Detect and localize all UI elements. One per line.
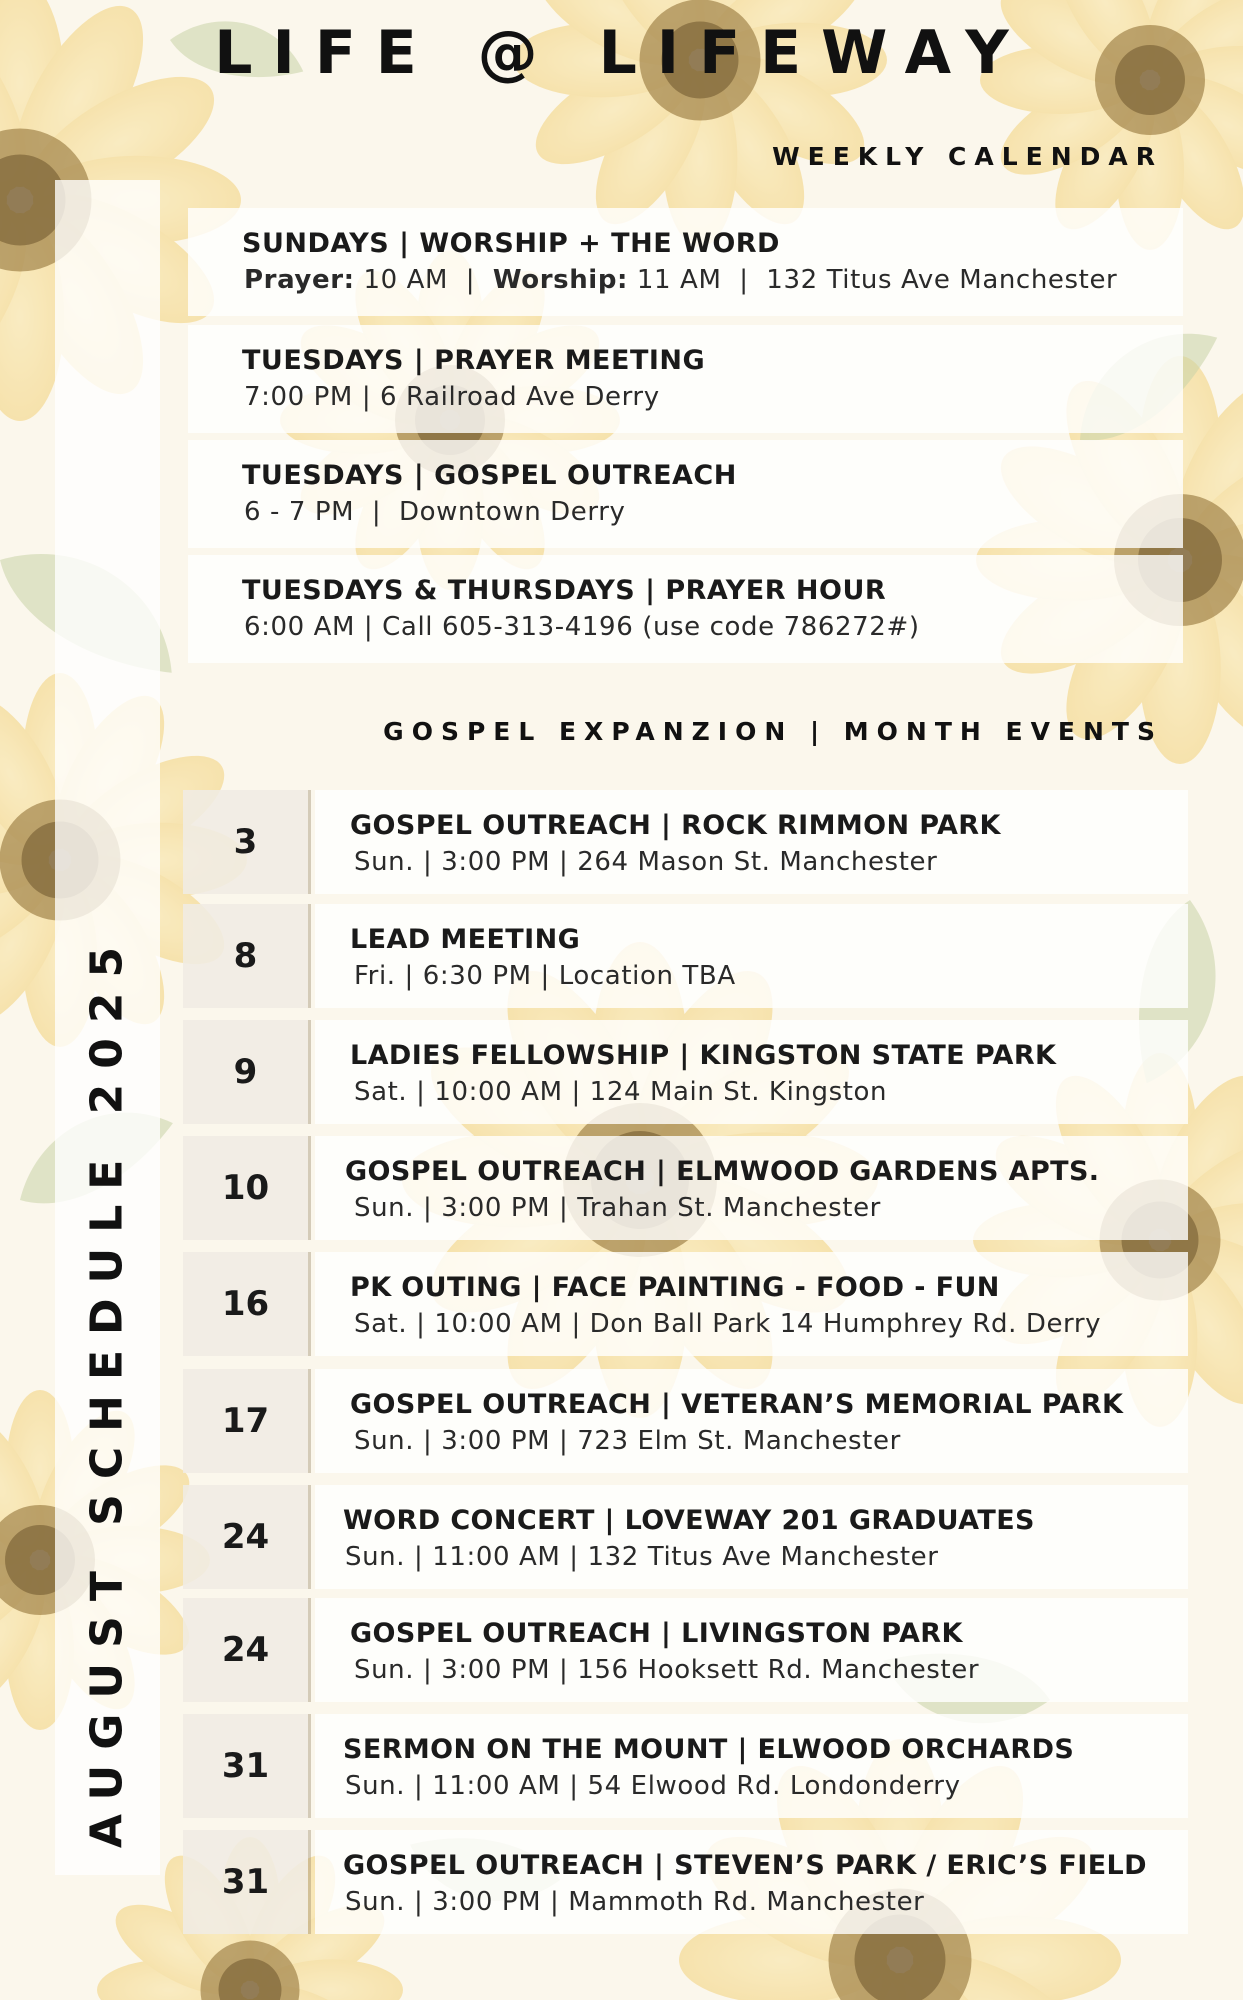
event-info	[315, 1252, 1188, 1356]
event-row	[183, 1136, 1188, 1244]
event-detail: Sat. | 10:00 AM | Don Ball Park 14 Humphrey Rd. Derry	[354, 1309, 1102, 1339]
weekly-item-detail: 6:00 AM | Call 605-313-4196 (use code 786272#)	[244, 612, 920, 642]
event-date: 17	[183, 1369, 308, 1473]
event-detail: Sun. | 3:00 PM | 156 Hooksett Rd. Manchester	[354, 1655, 980, 1685]
event-info	[315, 1020, 1188, 1124]
side-banner-text: AUGUST SCHEDULE 2025	[81, 931, 133, 1849]
event-date: 9	[183, 1020, 308, 1124]
event-detail: Sun. | 3:00 PM | Trahan St. Manchester	[354, 1193, 881, 1223]
weekly-item	[188, 555, 1183, 663]
event-title: GOSPEL OUTREACH | ROCK RIMMON PARK	[350, 810, 1001, 841]
event-title: GOSPEL OUTREACH | VETERAN’S MEMORIAL PARK	[350, 1389, 1124, 1420]
event-date: 10	[183, 1136, 308, 1240]
event-title: SERMON ON THE MOUNT | ELWOOD ORCHARDS	[343, 1734, 1075, 1765]
event-title: WORD CONCERT | LOVEWAY 201 GRADUATES	[343, 1505, 1035, 1536]
weekly-item-detail	[244, 265, 1117, 295]
event-date: 24	[183, 1485, 308, 1589]
event-info	[315, 1830, 1188, 1934]
prayer-label: Prayer:	[244, 265, 355, 295]
weekly-item-title: TUESDAYS | GOSPEL OUTREACH	[242, 460, 737, 491]
event-title: LEAD MEETING	[350, 924, 581, 955]
event-title: PK OUTING | FACE PAINTING - FOOD - FUN	[350, 1272, 1000, 1303]
weekly-calendar-heading: WEEKLY CALENDAR	[772, 142, 1163, 171]
weekly-item	[188, 440, 1183, 548]
event-date: 24	[183, 1598, 308, 1702]
event-info	[315, 1714, 1188, 1818]
weekly-item	[188, 325, 1183, 433]
weekly-item-title: TUESDAYS | PRAYER MEETING	[242, 345, 706, 376]
event-date: 3	[183, 790, 308, 894]
event-row	[183, 1598, 1188, 1706]
event-date: 16	[183, 1252, 308, 1356]
event-row	[183, 1714, 1188, 1822]
weekly-item-detail: 7:00 PM | 6 Railroad Ave Derry	[244, 382, 660, 412]
event-info	[315, 904, 1188, 1008]
event-info	[315, 790, 1188, 894]
weekly-item-title: SUNDAYS | WORSHIP + THE WORD	[242, 228, 780, 259]
prayer-time: 10 AM |	[354, 265, 493, 295]
event-title: GOSPEL OUTREACH | LIVINGSTON PARK	[350, 1618, 963, 1649]
event-row	[183, 1830, 1188, 1938]
event-info	[315, 1598, 1188, 1702]
event-detail: Fri. | 6:30 PM | Location TBA	[354, 961, 736, 991]
worship-label: Worship:	[492, 265, 629, 295]
weekly-item-detail: 6 - 7 PM | Downtown Derry	[244, 497, 626, 527]
event-detail: Sun. | 11:00 AM | 132 Titus Ave Manchester	[345, 1542, 939, 1572]
event-row	[183, 790, 1188, 898]
weekly-item-title: TUESDAYS & THURSDAYS | PRAYER HOUR	[242, 575, 887, 606]
event-title: GOSPEL OUTREACH | STEVEN’S PARK / ERIC’S FIELD	[343, 1850, 1147, 1881]
event-info	[315, 1369, 1188, 1473]
weekly-item	[188, 208, 1183, 316]
event-date: 31	[183, 1714, 308, 1818]
event-detail: Sun. | 3:00 PM | 264 Mason St. Manchester	[354, 847, 938, 877]
event-row	[183, 1485, 1188, 1593]
event-detail: Sun. | 3:00 PM | Mammoth Rd. Manchester	[345, 1887, 925, 1917]
event-title: LADIES FELLOWSHIP | KINGSTON STATE PARK	[350, 1040, 1057, 1071]
event-title: GOSPEL OUTREACH | ELMWOOD GARDENS APTS.	[345, 1156, 1100, 1187]
event-info	[315, 1136, 1188, 1240]
worship-time: 11 AM | 132 Titus Ave Manchester	[628, 265, 1118, 295]
event-row	[183, 1252, 1188, 1360]
event-row	[183, 1369, 1188, 1477]
event-detail: Sun. | 11:00 AM | 54 Elwood Rd. Londonderry	[345, 1771, 961, 1801]
page-title: LIFE @ LIFEWAY	[214, 18, 1029, 88]
event-detail: Sun. | 3:00 PM | 723 Elm St. Manchester	[354, 1426, 901, 1456]
event-date: 31	[183, 1830, 308, 1934]
event-info	[315, 1485, 1188, 1589]
month-events-heading: GOSPEL EXPANZION | MONTH EVENTS	[383, 717, 1163, 746]
event-detail: Sat. | 10:00 AM | 124 Main St. Kingston	[354, 1077, 888, 1107]
event-row	[183, 1020, 1188, 1128]
event-row	[183, 904, 1188, 1012]
event-date: 8	[183, 904, 308, 1008]
